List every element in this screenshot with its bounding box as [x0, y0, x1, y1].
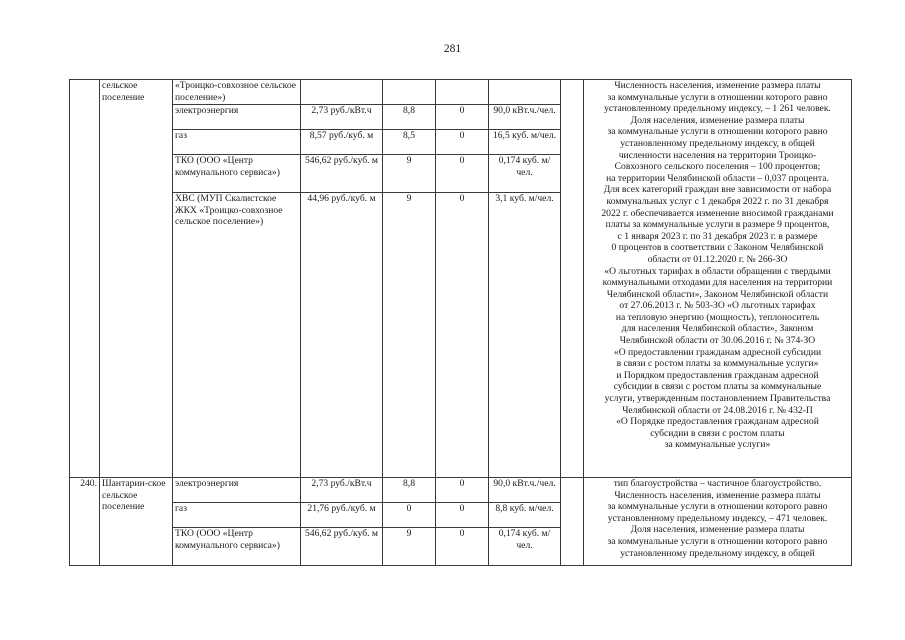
table-row: [70, 80, 852, 105]
note-line: «О Порядке предоставления гражданам адресной: [616, 416, 819, 428]
table-row: [70, 478, 852, 503]
index-value: 9: [383, 528, 436, 566]
index-value: 8,5: [383, 130, 436, 155]
note-line: установленному предельному индексу, в общей: [620, 547, 815, 559]
index-value: 8,8: [383, 478, 436, 503]
note-line: коммунальных услуг с 1 декабря 2022 г. по 31 декабря: [606, 195, 829, 207]
tariff-value: 44,96 руб./куб. м: [301, 193, 383, 478]
note-line: за коммунальные услуги в отношении которого равно: [607, 501, 828, 513]
note-line: Доля населения, изменение размера платы: [630, 114, 805, 126]
tariff-cell: [301, 80, 383, 105]
notes-cell-a: [584, 80, 852, 478]
service-name: ТКО (ООО «Центр коммунального сервиса»): [173, 528, 301, 566]
note-line: Доля населения, изменение размера платы: [630, 524, 805, 536]
tariff-table: [69, 79, 852, 566]
service-name: электроэнергия: [173, 478, 301, 503]
row-number-cell: [70, 80, 100, 478]
note-line: за коммунальные услуги»: [664, 439, 771, 451]
note-line: 0 процентов в соответствии с Законом Челябинской: [611, 242, 824, 254]
norm-value: 8,8 куб. м/чел.: [489, 503, 561, 528]
zero-value: 0: [436, 193, 489, 478]
note-line: Челябинской области от 30.06.2016 г. № 374-ЗО: [619, 335, 816, 347]
service-name: газ: [173, 130, 301, 155]
notes-cell-b: [584, 478, 852, 566]
note-line: с 1 января 2023 г. по 31 декабря 2023 г. в размере: [617, 230, 818, 242]
note-line: субсидии в связи с ростом платы за коммунальные: [613, 381, 822, 393]
note-line: Челябинской области», Законом Челябинской области: [606, 288, 829, 300]
spacer-cell: [561, 80, 584, 478]
note-line: субсидии в связи с ростом платы: [650, 427, 785, 439]
norm-value: 90,0 кВт.ч./чел.: [489, 478, 561, 503]
zero-value: 0: [436, 105, 489, 130]
note-line: от 27.06.2013 г. № 503-ЗО «О льготных тарифах: [619, 300, 816, 312]
norm-value: 90,0 кВт.ч./чел.: [489, 105, 561, 130]
note-line: на территории Челябинской области – 0,037 процента.: [606, 172, 829, 184]
norm-value: 16,5 куб. м/чел.: [489, 130, 561, 155]
zero-cell: [436, 80, 489, 105]
zero-value: 0: [436, 478, 489, 503]
note-line: области от 01.12.2020 г. № 266-ЗО: [647, 253, 788, 265]
index-value: 0: [383, 503, 436, 528]
municipality-cell: «Троицко-совхозное сельское поселение»): [173, 80, 301, 105]
page-number: 281: [443, 43, 462, 55]
service-name: ХВС (МУП Скалистское ЖКХ «Троицко-совхозное сельское поселение»): [173, 193, 301, 478]
settlement-name: сельское поселение: [100, 80, 173, 478]
norm-value: 0,174 куб. м/чел.: [489, 155, 561, 193]
note-line: и Порядком предоставления гражданам адресной: [616, 369, 819, 381]
note-line: услуги, утвержденным постановлением Правительства: [604, 393, 831, 405]
note-line: «О льготных тарифах в области обращения с твердыми: [604, 265, 831, 277]
note-line: установленному предельному индексу, – 471 человек.: [607, 512, 828, 524]
spacer-cell: [561, 478, 584, 566]
service-name: газ: [173, 503, 301, 528]
note-line: тип благоустройства – частичное благоустройство.: [613, 478, 822, 489]
tariff-value: 2,73 руб./кВт.ч: [301, 105, 383, 130]
note-line: численности населения на территории Троицко-: [618, 149, 817, 161]
note-line: для населения Челябинской области», Законом: [621, 323, 814, 335]
zero-value: 0: [436, 528, 489, 566]
note-line: за коммунальные услуги в отношении которого равно: [607, 91, 828, 103]
note-line: Для всех категорий граждан вне зависимости от набора: [603, 184, 832, 196]
service-name: электроэнергия: [173, 105, 301, 130]
note-line: «О предоставлении гражданам адресной субсидии: [613, 346, 822, 358]
note-line: Численность населения, изменение размера платы: [614, 80, 821, 91]
note-line: 2022 г. обеспечивается изменение вносимой гражданами: [601, 207, 834, 219]
note-line: установленному предельному индексу, в общей: [620, 137, 815, 149]
tariff-value: 2,73 руб./кВт.ч: [301, 478, 383, 503]
note-line: на тепловую энергию (мощность), теплоноситель: [615, 311, 820, 323]
note-line: за коммунальные услуги в отношении которого равно: [607, 126, 828, 138]
note-line: в связи с ростом платы за коммунальные услуги»: [616, 358, 819, 370]
note-line: Челябинской области от 24.08.2016 г. № 432-П: [622, 404, 813, 416]
index-value: 8,8: [383, 105, 436, 130]
service-name: ТКО (ООО «Центр коммунального сервиса»): [173, 155, 301, 193]
note-line: установленному предельному индексу, – 1 261 человек.: [604, 103, 831, 115]
norm-value: 0,174 куб. м/чел.: [489, 528, 561, 566]
norm-value: 3,1 куб. м/чел.: [489, 193, 561, 478]
zero-value: 0: [436, 503, 489, 528]
row-number: 240.: [70, 478, 100, 566]
index-value: 9: [383, 193, 436, 478]
index-value: 9: [383, 155, 436, 193]
zero-value: 0: [436, 130, 489, 155]
zero-value: 0: [436, 155, 489, 193]
note-line: за коммунальные услуги в отношении которого равно: [607, 535, 828, 547]
note-line: Совхозного сельского поселения – 100 процентов;: [614, 161, 821, 173]
tariff-value: 8,57 руб./куб. м: [301, 130, 383, 155]
tariff-value: 546,62 руб./куб. м: [301, 528, 383, 566]
norm-cell: [489, 80, 561, 105]
note-line: платы за коммунальные услуги в размере 9 процентов,: [605, 219, 830, 231]
note-line: коммунальными отходами для населения на территории: [602, 277, 833, 289]
tariff-value: 546,62 руб./куб. м: [301, 155, 383, 193]
index-cell: [383, 80, 436, 105]
note-line: Численность населения, изменение размера платы: [614, 489, 821, 501]
tariff-value: 21,76 руб./куб. м: [301, 503, 383, 528]
settlement-name: Шантарин-ское сельское поселение: [100, 478, 173, 566]
